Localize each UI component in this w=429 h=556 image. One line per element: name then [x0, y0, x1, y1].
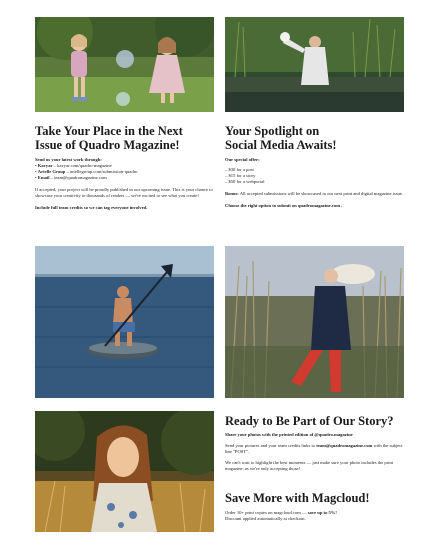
photo-woman-water-reeds [225, 17, 404, 112]
send-paragraph: Send your pictures and your team credits links to team@quadromagazine.com with the subject line "POST". [225, 443, 403, 454]
offer-list [225, 167, 405, 185]
link-email[interactable]: • Email – team@quadromagazine.com [35, 175, 107, 180]
order-paragraph: Order 10+ print copies on magcloud.com — save up to 5%! Discount applied automatically at checkout. [225, 510, 337, 521]
credits-paragraph: Include full team credits so we can tag everyone involved. [35, 205, 148, 210]
right-article-title: Your Spotlight on Social Media Awaits! [225, 124, 337, 152]
highlight-paragraph: We can't wait to highlight the best moments — just make sure your photo includes the print magazine, as we're only accepting those! [225, 460, 394, 471]
link-kavyar[interactable]: • Kavyar – kavyar.com/quadro-magazine [35, 163, 112, 168]
save-article [225, 491, 405, 522]
offer-heading: Our special offer: [225, 157, 260, 162]
offer-webportal: – $50 for a webportal [225, 179, 265, 184]
story-title: Ready to Be Part of Our Story? [225, 414, 394, 428]
photo-woman-tall-grass [225, 246, 404, 398]
offer-post: – $30 for a post [225, 167, 254, 172]
left-article [35, 124, 220, 211]
photo-man-paddleboard [35, 246, 214, 398]
bonus-paragraph: Bonus: All accepted submissions will be showcased in our next print and digital magazine issue. [225, 191, 403, 196]
choose-paragraph: Choose the right option to submit on quadromagazine.com . [225, 203, 343, 208]
photo-children-garden [35, 17, 214, 112]
left-article-links [35, 157, 220, 181]
story-article [225, 414, 405, 472]
save-title: Save More with Magcloud! [225, 491, 370, 505]
photo-woman-portrait-sunlight [35, 411, 214, 532]
send-intro: Send us your latest work through: [35, 157, 102, 162]
link-artelle[interactable]: • Artelle Group – artellegroup.com/submission-quadro [35, 169, 138, 174]
offer-story: – $15 for a story [225, 173, 256, 178]
send-email-link[interactable]: team@quadromagazine.com [316, 443, 373, 448]
right-article [225, 124, 405, 209]
share-paragraph: Share your photos with the printed edition of @quadro.magazine [225, 432, 353, 437]
left-article-title: Take Your Place in the Next Issue of Quadro Magazine! [35, 124, 183, 152]
accepted-paragraph: If accepted, your project will be proudly published in our upcoming issue. This is your chance to showcase your creativity to thousands of readers — we're excited to see what you create! [35, 187, 213, 198]
share-handle[interactable]: @quadro.magazine [314, 432, 353, 437]
